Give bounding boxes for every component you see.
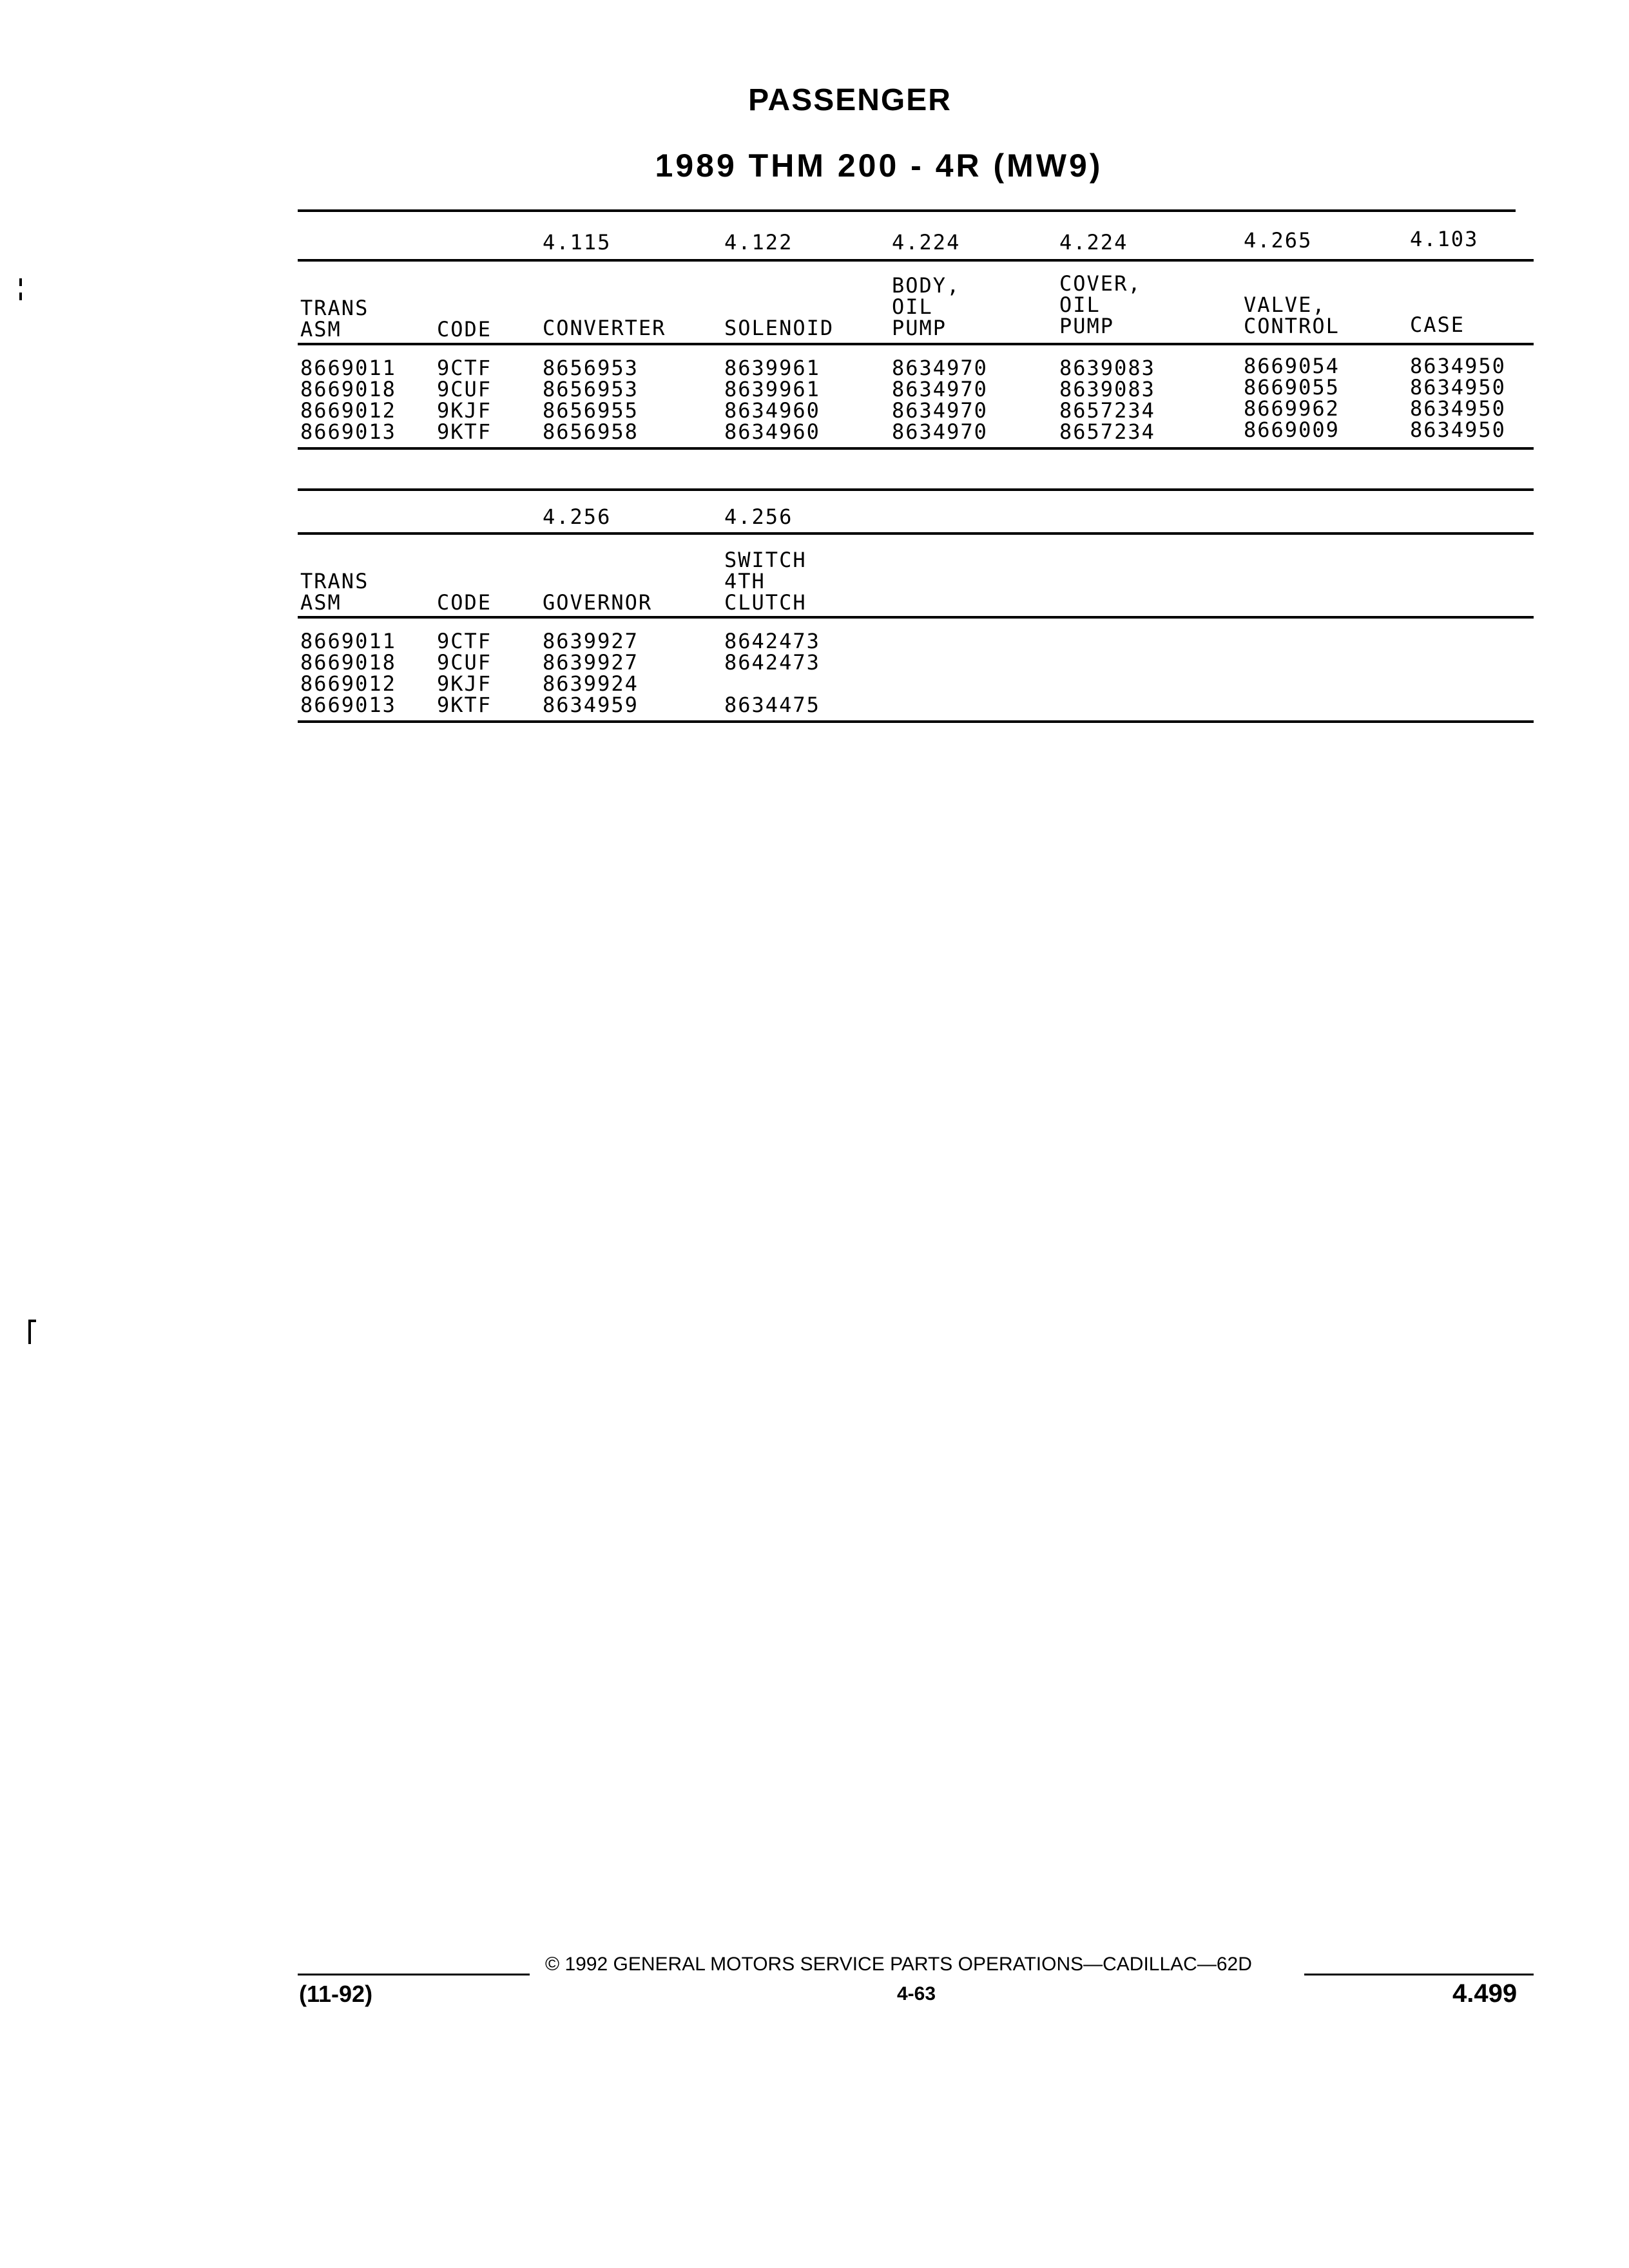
t2-cell-r2-c1: 9KJF: [437, 671, 492, 696]
footer-line-right: [1304, 1974, 1534, 1975]
t2-cell-r3-c1: 9KTF: [437, 693, 492, 717]
t2-cell-r3-c0: 8669013: [300, 693, 396, 717]
t2-header-governor: GOVERNOR: [543, 590, 653, 615]
t2-cell-r0-c3: 8642473: [724, 629, 820, 653]
t1-header-case: CASE: [1410, 312, 1465, 337]
footer-line-left: [298, 1974, 530, 1975]
t1-header-cover: COVER,: [1059, 271, 1142, 296]
t1-cell-r0-c5: 8639083: [1059, 356, 1155, 380]
t1-cell-r1-c6: 8669055: [1244, 375, 1340, 399]
t1-cell-r2-c7: 8634950: [1410, 396, 1506, 421]
margin-mark-top: [19, 278, 22, 286]
t1-cell-r2-c2: 8656955: [543, 398, 639, 423]
table2-header-rule: [298, 616, 1534, 619]
t2-header-trans: TRANS: [300, 569, 369, 593]
t1-header-oil: OIL: [892, 294, 933, 319]
t1-header-trans: TRANS: [300, 296, 369, 320]
t1-header-code: CODE: [437, 317, 492, 341]
table1-header-rule: [298, 343, 1534, 345]
t1-cell-r3-c3: 8634960: [724, 419, 820, 444]
footer-page-center: 4-63: [897, 1983, 936, 2004]
t1-cell-r2-c1: 9KJF: [437, 398, 492, 423]
t1-ref-6: 4.265: [1244, 228, 1313, 253]
t2-header-asm: ASM: [300, 590, 342, 615]
t2-header-4th: 4TH: [724, 569, 766, 593]
t2-cell-r1-c0: 8669018: [300, 650, 396, 675]
t2-ref-2: 4.256: [543, 505, 612, 529]
t1-cell-r1-c5: 8639083: [1059, 377, 1155, 401]
t1-ref-4: 4.224: [892, 230, 961, 255]
t1-cell-r3-c5: 8657234: [1059, 419, 1155, 444]
t1-ref-2: 4.115: [543, 230, 612, 255]
t2-ref-3: 4.256: [724, 505, 793, 529]
t1-cell-r2-c0: 8669012: [300, 398, 396, 423]
t2-cell-r3-c3: 8634475: [724, 693, 820, 717]
t1-ref-7: 4.103: [1410, 227, 1479, 251]
table1-bottom-rule: [298, 447, 1534, 450]
margin-mark-mid: [28, 1320, 31, 1344]
t1-cell-r0-c1: 9CTF: [437, 356, 492, 380]
t1-header-pump2: PUMP: [1059, 314, 1115, 338]
t1-cell-r1-c0: 8669018: [300, 377, 396, 401]
t1-header-body: BODY,: [892, 273, 961, 298]
t2-cell-r2-c2: 8639924: [543, 671, 639, 696]
t1-header-converter: CONVERTER: [543, 316, 666, 340]
t1-cell-r1-c3: 8639961: [724, 377, 820, 401]
t1-cell-r3-c4: 8634970: [892, 419, 988, 444]
footer-date: (11-92): [299, 1981, 373, 2007]
margin-mark-mid2: [28, 1320, 36, 1322]
t2-cell-r1-c2: 8639927: [543, 650, 639, 675]
t1-header-oil2: OIL: [1059, 293, 1101, 317]
t1-cell-r2-c5: 8657234: [1059, 398, 1155, 423]
t2-header-code: CODE: [437, 590, 492, 615]
t1-cell-r1-c4: 8634970: [892, 377, 988, 401]
table2-top-rule: [298, 488, 1534, 491]
table2-bottom-rule: [298, 720, 1534, 723]
t1-cell-r0-c7: 8634950: [1410, 354, 1506, 378]
footer-page-right: 4.499: [1452, 1979, 1518, 2008]
t1-cell-r2-c3: 8634960: [724, 398, 820, 423]
t2-cell-r0-c0: 8669011: [300, 629, 396, 653]
t1-cell-r0-c4: 8634970: [892, 356, 988, 380]
t1-cell-r0-c3: 8639961: [724, 356, 820, 380]
t1-cell-r3-c6: 8669009: [1244, 418, 1340, 442]
t1-ref-5: 4.224: [1059, 230, 1128, 255]
footer-copyright: © 1992 GENERAL MOTORS SERVICE PARTS OPERATIONS—CADILLAC—62D: [545, 1954, 1252, 1975]
t1-cell-r3-c7: 8634950: [1410, 418, 1506, 442]
t1-header-valve: VALVE,: [1244, 293, 1326, 317]
t1-header-control: CONTROL: [1244, 314, 1340, 338]
t1-cell-r1-c1: 9CUF: [437, 377, 492, 401]
t1-header-asm: ASM: [300, 317, 342, 341]
t1-cell-r2-c6: 8669962: [1244, 396, 1340, 421]
margin-mark-top2: [19, 293, 22, 300]
t2-cell-r2-c0: 8669012: [300, 671, 396, 696]
t2-cell-r0-c1: 9CTF: [437, 629, 492, 653]
t1-cell-r0-c0: 8669011: [300, 356, 396, 380]
t1-cell-r1-c7: 8634950: [1410, 375, 1506, 399]
t1-ref-3: 4.122: [724, 230, 793, 255]
t1-cell-r3-c2: 8656958: [543, 419, 639, 444]
t2-cell-r3-c2: 8634959: [543, 693, 639, 717]
t1-cell-r0-c6: 8669054: [1244, 354, 1340, 378]
t1-cell-r2-c4: 8634970: [892, 398, 988, 423]
t2-header-switch: SWITCH: [724, 548, 807, 572]
t1-header-solenoid: SOLENOID: [724, 316, 834, 340]
page-title: PASSENGER: [748, 83, 952, 117]
table1-top-rule: [298, 209, 1516, 212]
t2-cell-r0-c2: 8639927: [543, 629, 639, 653]
t1-cell-r0-c2: 8656953: [543, 356, 639, 380]
t1-cell-r3-c1: 9KTF: [437, 419, 492, 444]
table1-ref-rule: [298, 259, 1534, 262]
t2-cell-r1-c3: 8642473: [724, 650, 820, 675]
t1-cell-r1-c2: 8656953: [543, 377, 639, 401]
page-subtitle: 1989 THM 200 - 4R (MW9): [655, 148, 1103, 184]
table2-ref-rule: [298, 532, 1534, 535]
t2-header-clutch: CLUTCH: [724, 590, 807, 615]
t2-cell-r1-c1: 9CUF: [437, 650, 492, 675]
t1-header-pump: PUMP: [892, 316, 947, 340]
t1-cell-r3-c0: 8669013: [300, 419, 396, 444]
